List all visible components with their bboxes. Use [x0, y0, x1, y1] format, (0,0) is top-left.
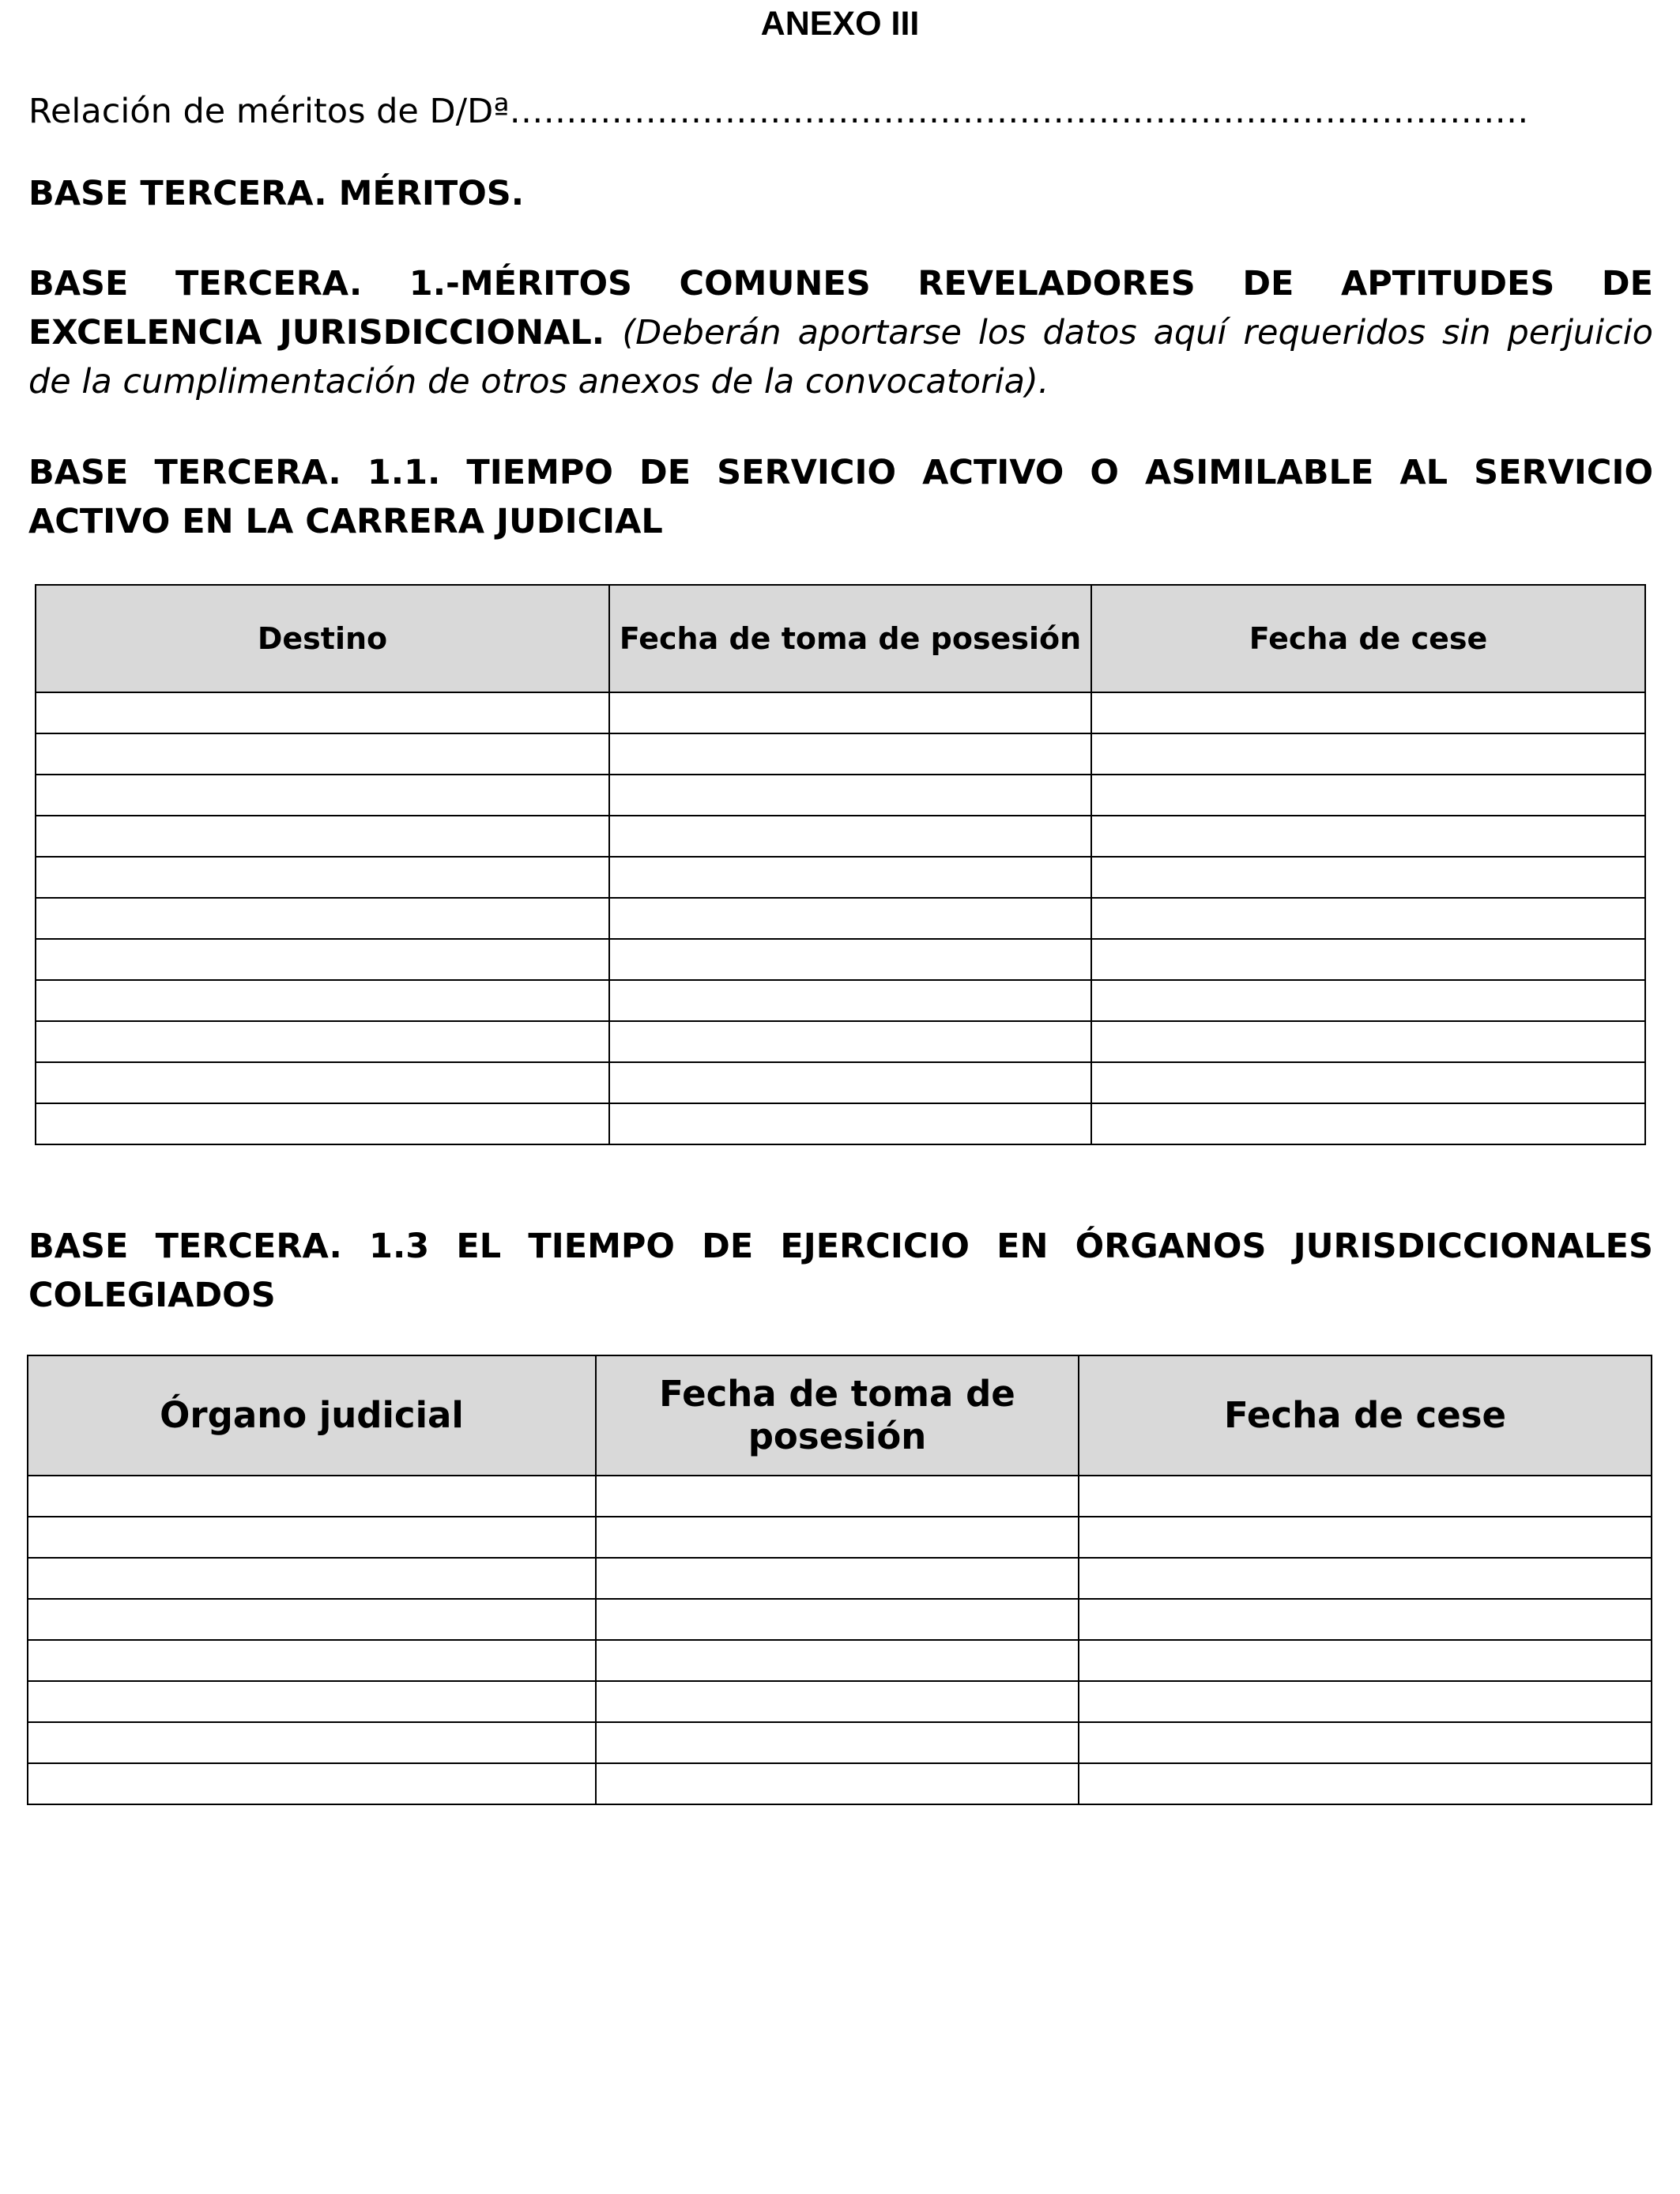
fecha-cese-cell[interactable]	[1091, 1103, 1645, 1144]
fecha-toma-posesion-cell[interactable]	[596, 1722, 1079, 1763]
fecha-cese-cell[interactable]	[1091, 980, 1645, 1021]
fecha-toma-posesion-cell[interactable]	[609, 1062, 1091, 1103]
fecha-toma-posesion-cell[interactable]	[609, 980, 1091, 1021]
table-row	[28, 1763, 1652, 1804]
fecha-cese-cell[interactable]	[1091, 857, 1645, 898]
table-row	[36, 1062, 1645, 1103]
section-1-3-heading-line-2: COLEGIADOS	[28, 1276, 276, 1315]
table-row	[36, 733, 1645, 775]
fecha-cese-cell[interactable]	[1091, 692, 1645, 733]
destino-cell[interactable]	[36, 816, 609, 857]
table-row	[36, 816, 1645, 857]
fecha-toma-posesion-cell[interactable]	[596, 1640, 1079, 1681]
destino-cell[interactable]	[36, 692, 609, 733]
fecha-toma-posesion-cell[interactable]	[609, 775, 1091, 816]
section-1-heading	[28, 259, 1653, 406]
fecha-cese-cell[interactable]	[1091, 1021, 1645, 1062]
destino-cell[interactable]	[36, 1021, 609, 1062]
annex-title: ANEXO III	[760, 5, 920, 43]
table-row	[28, 1558, 1652, 1599]
fecha-cese-cell[interactable]	[1091, 939, 1645, 980]
fecha-toma-posesion-cell[interactable]	[596, 1599, 1079, 1640]
header-destino: Destino	[36, 585, 609, 692]
destino-cell[interactable]	[36, 939, 609, 980]
destino-cell[interactable]	[36, 1062, 609, 1103]
section-1-3-heading-line-1: BASE TERCERA. 1.3 EL TIEMPO DE EJERCICIO EN ÓRGANOS JURISDICCIONALES	[28, 1227, 1653, 1266]
section-1-1-heading-line-2: ACTIVO EN LA CARRERA JUDICIAL	[28, 502, 663, 541]
table-row	[36, 1103, 1645, 1144]
fecha-cese-cell[interactable]	[1079, 1681, 1652, 1722]
table-row	[36, 692, 1645, 733]
header-fecha-cese: Fecha de cese	[1091, 585, 1645, 692]
header-fecha-cese: Fecha de cese	[1079, 1355, 1652, 1476]
table-row	[36, 980, 1645, 1021]
destino-cell[interactable]	[28, 1722, 596, 1763]
destino-cell[interactable]	[36, 980, 609, 1021]
table-row	[28, 1599, 1652, 1640]
table-row	[28, 1517, 1652, 1558]
destino-cell[interactable]	[28, 1558, 596, 1599]
destino-cell[interactable]	[36, 775, 609, 816]
destino-cell[interactable]	[36, 733, 609, 775]
fecha-toma-posesion-cell[interactable]	[596, 1517, 1079, 1558]
fecha-toma-posesion-cell[interactable]	[609, 816, 1091, 857]
fecha-toma-posesion-cell[interactable]	[609, 733, 1091, 775]
fecha-toma-posesion-cell[interactable]	[596, 1476, 1079, 1517]
destino-cell[interactable]	[28, 1476, 596, 1517]
table-header-row	[28, 1355, 1652, 1476]
fecha-cese-cell[interactable]	[1079, 1476, 1652, 1517]
fecha-cese-cell[interactable]	[1079, 1763, 1652, 1804]
destino-cell[interactable]	[28, 1640, 596, 1681]
table-row	[28, 1681, 1652, 1722]
fecha-cese-cell[interactable]	[1091, 775, 1645, 816]
fecha-cese-cell[interactable]	[1079, 1517, 1652, 1558]
fecha-cese-cell[interactable]	[1079, 1722, 1652, 1763]
fecha-cese-cell[interactable]	[1079, 1599, 1652, 1640]
section-1-note-continued: de la cumplimentación de otros anexos de la convocatoria).	[28, 362, 1049, 401]
fecha-cese-cell[interactable]	[1079, 1558, 1652, 1599]
destino-cell[interactable]	[28, 1599, 596, 1640]
section-1-note: (Deberán aportarse los datos aquí requeridos sin perjuicio	[622, 313, 1653, 352]
table-row	[28, 1476, 1652, 1517]
section-1-heading-line-1: BASE TERCERA. 1.-MÉRITOS COMUNES REVELADORES DE APTITUDES DE	[28, 264, 1653, 303]
table-row	[36, 939, 1645, 980]
section-1-1-heading	[28, 448, 1653, 546]
fecha-toma-posesion-cell[interactable]	[609, 692, 1091, 733]
relacion-meritos-line: Relación de méritos de D/Dª………………………………………………………………………………	[28, 92, 1529, 131]
section-1-1-heading-line-1: BASE TERCERA. 1.1. TIEMPO DE SERVICIO ACTIVO O ASIMILABLE AL SERVICIO	[28, 453, 1653, 492]
table-row	[28, 1640, 1652, 1681]
section-1-3-heading	[28, 1222, 1653, 1320]
header-organo-judicial: Órgano judicial	[28, 1355, 596, 1476]
destino-cell[interactable]	[28, 1763, 596, 1804]
table-row	[36, 775, 1645, 816]
destino-cell[interactable]	[28, 1517, 596, 1558]
fecha-toma-posesion-cell[interactable]	[609, 1021, 1091, 1062]
fecha-toma-posesion-cell[interactable]	[596, 1681, 1079, 1722]
destino-cell[interactable]	[36, 898, 609, 939]
header-fecha-toma-posesion: Fecha de toma de posesión	[596, 1355, 1079, 1476]
header-fecha-toma-posesion: Fecha de toma de posesión	[609, 585, 1091, 692]
section-1-heading-bold: EXCELENCIA JURISDICCIONAL.	[28, 313, 605, 352]
fecha-toma-posesion-cell[interactable]	[609, 939, 1091, 980]
fecha-toma-posesion-cell[interactable]	[609, 1103, 1091, 1144]
fecha-cese-cell[interactable]	[1091, 816, 1645, 857]
fecha-toma-posesion-cell[interactable]	[609, 898, 1091, 939]
fecha-cese-cell[interactable]	[1091, 733, 1645, 775]
fecha-cese-cell[interactable]	[1079, 1640, 1652, 1681]
table-header-row	[36, 585, 1645, 692]
section-1-heading-line-2	[28, 308, 1653, 357]
table-row	[28, 1722, 1652, 1763]
fecha-toma-posesion-cell[interactable]	[596, 1558, 1079, 1599]
fecha-cese-cell[interactable]	[1091, 898, 1645, 939]
fecha-cese-cell[interactable]	[1091, 1062, 1645, 1103]
destino-cell[interactable]	[36, 857, 609, 898]
service-time-table	[35, 584, 1646, 1145]
fecha-toma-posesion-cell[interactable]	[609, 857, 1091, 898]
heading-base-tercera-meritos: BASE TERCERA. MÉRITOS.	[28, 174, 525, 213]
collegiate-organs-table	[27, 1355, 1652, 1805]
table-row	[36, 857, 1645, 898]
destino-cell[interactable]	[36, 1103, 609, 1144]
destino-cell[interactable]	[28, 1681, 596, 1722]
table-row	[36, 898, 1645, 939]
fecha-toma-posesion-cell[interactable]	[596, 1763, 1079, 1804]
table-row	[36, 1021, 1645, 1062]
